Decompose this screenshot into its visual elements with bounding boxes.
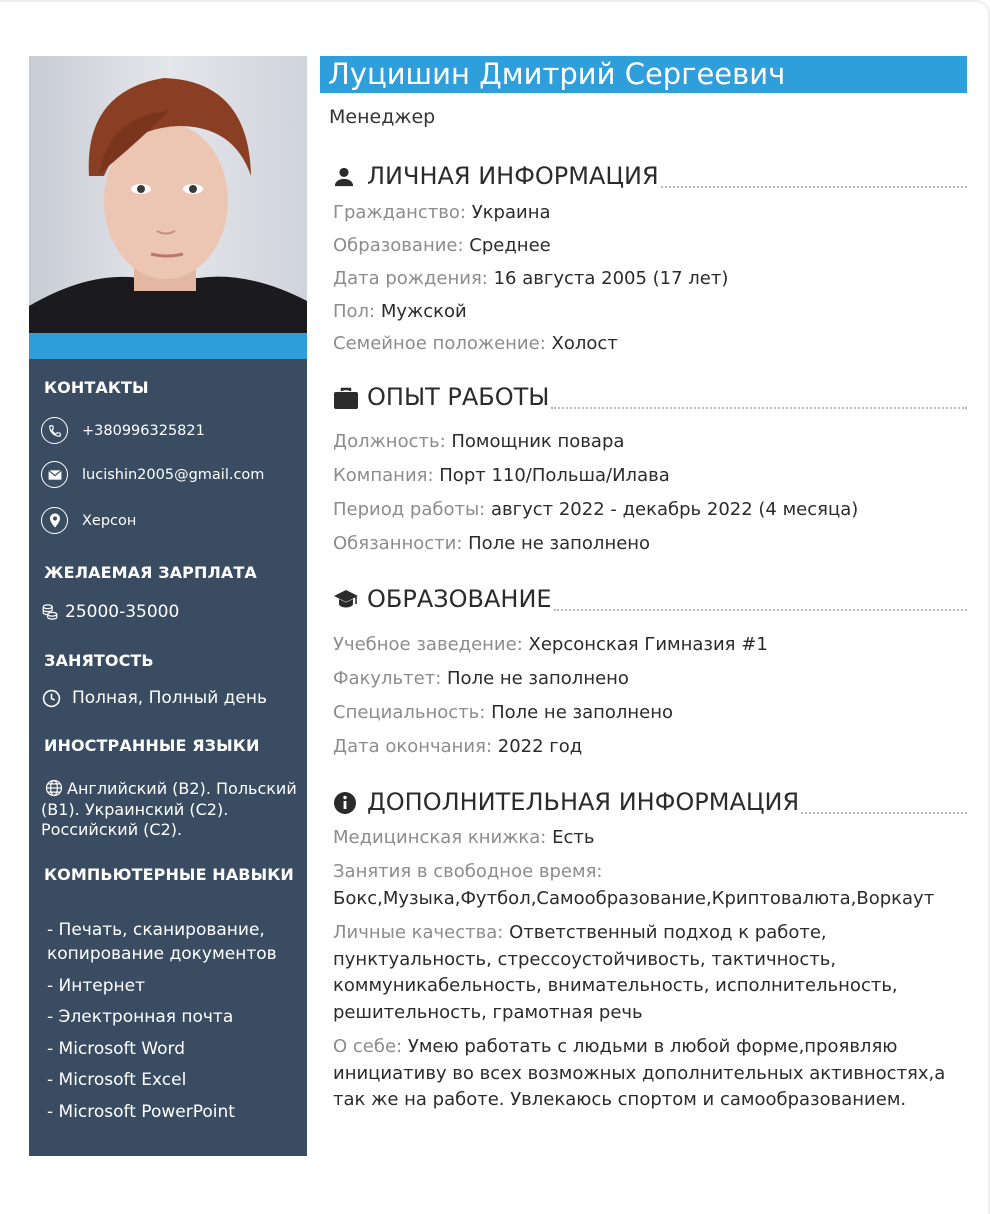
- phone-text[interactable]: +380996325821: [82, 422, 205, 439]
- employment-row: [41, 688, 267, 708]
- sidebar: [29, 56, 307, 1156]
- section-divider: [661, 186, 967, 188]
- job-role-row: Должность: Помощник повара: [333, 431, 625, 452]
- qualities-block: Личные качества: Ответственный подход к работе, пунктуальность, стрессоустойчивость, тактичность, коммуникабельность, внимательность, исполнительность, решительность, грамотная речь: [333, 922, 898, 1023]
- citizenship-row: Гражданство: Украина: [333, 202, 551, 223]
- skill-item: - Электронная почта: [47, 1007, 234, 1027]
- employment-heading: ЗАНЯТОСТЬ: [44, 651, 154, 670]
- salary-row: [41, 602, 179, 622]
- user-icon: [333, 164, 361, 190]
- gender-row: Пол: Мужской: [333, 301, 467, 322]
- salary-text: 25000-35000: [65, 602, 180, 622]
- photo-accent-bar: [29, 333, 307, 359]
- faculty-row: Факультет: Поле не заполнено: [333, 668, 629, 689]
- birth-date-row: Дата рождения: 16 августа 2005 (17 лет): [333, 268, 729, 289]
- section-education: [333, 585, 967, 613]
- specialty-row: Специальность: Поле не заполнено: [333, 702, 674, 723]
- position-title: Менеджер: [329, 106, 436, 128]
- skill-item: - Печать, сканирование, копирование документов: [47, 920, 277, 964]
- globe-icon: [45, 779, 63, 797]
- skill-item: - Интернет: [47, 975, 145, 996]
- salary-heading: ЖЕЛАЕМАЯ ЗАРПЛАТА: [44, 563, 257, 582]
- section-title: ДОПОЛНИТЕЛЬНАЯ ИНФОРМАЦИЯ: [367, 788, 800, 816]
- section-title: ЛИЧНАЯ ИНФОРМАЦИЯ: [367, 162, 659, 190]
- contact-city: [41, 507, 136, 534]
- section-experience: [333, 383, 967, 411]
- medical-row: Медицинская книжка: Есть: [333, 827, 595, 848]
- hobbies-text: Бокс,Музыка,Футбол,Самообразование,Криптовалюта,Воркаут: [333, 887, 935, 909]
- map-pin-icon: [41, 507, 68, 534]
- languages-heading: ИНОСТРАННЫЕ ЯЗЫКИ: [44, 736, 260, 755]
- skill-item: - Microsoft PowerPoint: [47, 1101, 235, 1122]
- education-level-row: Образование: Среднее: [333, 235, 551, 256]
- phone-icon: [41, 417, 68, 444]
- contact-email: [41, 461, 264, 488]
- marital-row: Семейное положение: Холост: [333, 333, 618, 354]
- school-row: Учебное заведение: Херсонская Гимназия #1: [333, 634, 768, 655]
- section-divider: [801, 812, 967, 814]
- contact-phone: [41, 417, 205, 444]
- info-icon: [333, 790, 361, 816]
- email-text[interactable]: lucishin2005@gmail.com: [82, 466, 265, 483]
- contacts-heading: КОНТАКТЫ: [44, 378, 149, 397]
- section-divider: [554, 609, 967, 611]
- section-personal: [333, 162, 967, 190]
- skill-item: - Microsoft Word: [47, 1038, 186, 1059]
- candidate-name: Луцишин Дмитрий Сергеевич: [320, 56, 967, 93]
- employment-text: Полная, Полный день: [72, 688, 268, 708]
- skill-item: - Microsoft Excel: [47, 1070, 187, 1090]
- hobbies-block: [333, 859, 963, 912]
- envelope-icon: [41, 461, 68, 488]
- languages-text: Английский (B2). Польский (B1). Украинский (C2). Российский (C2).: [41, 779, 297, 839]
- languages-block: [41, 779, 303, 841]
- profile-photo: [29, 56, 307, 333]
- clock-icon: [41, 688, 61, 708]
- graduation-row: Дата окончания: 2022 год: [333, 736, 583, 757]
- coins-icon: [41, 602, 59, 622]
- graduation-cap-icon: [333, 587, 361, 613]
- section-divider: [551, 407, 967, 409]
- job-period-row: Период работы: август 2022 - декабрь 2022 (4 месяца): [333, 499, 859, 520]
- skills-list: [47, 918, 307, 1131]
- section-title: ОПЫТ РАБОТЫ: [367, 383, 550, 411]
- job-company-row: Компания: Порт 110/Польша/Илава: [333, 465, 670, 486]
- skills-heading: КОМПЬЮТЕРНЫЕ НАВЫКИ: [44, 865, 294, 884]
- briefcase-icon: [333, 385, 361, 411]
- about-block: О себе: Умею работать с людьми в любой форме,проявляю инициативу во всех возможных дополнительных активностях,а так же на работе. Увлекаюсь спортом и самообразованием.: [333, 1036, 946, 1110]
- section-title: ОБРАЗОВАНИЕ: [367, 585, 552, 613]
- job-duties-row: Обязанности: Поле не заполнено: [333, 533, 651, 554]
- section-additional: [333, 788, 967, 816]
- city-text: Херсон: [82, 512, 137, 529]
- hobbies-label: Занятия в свободное время:: [333, 861, 603, 882]
